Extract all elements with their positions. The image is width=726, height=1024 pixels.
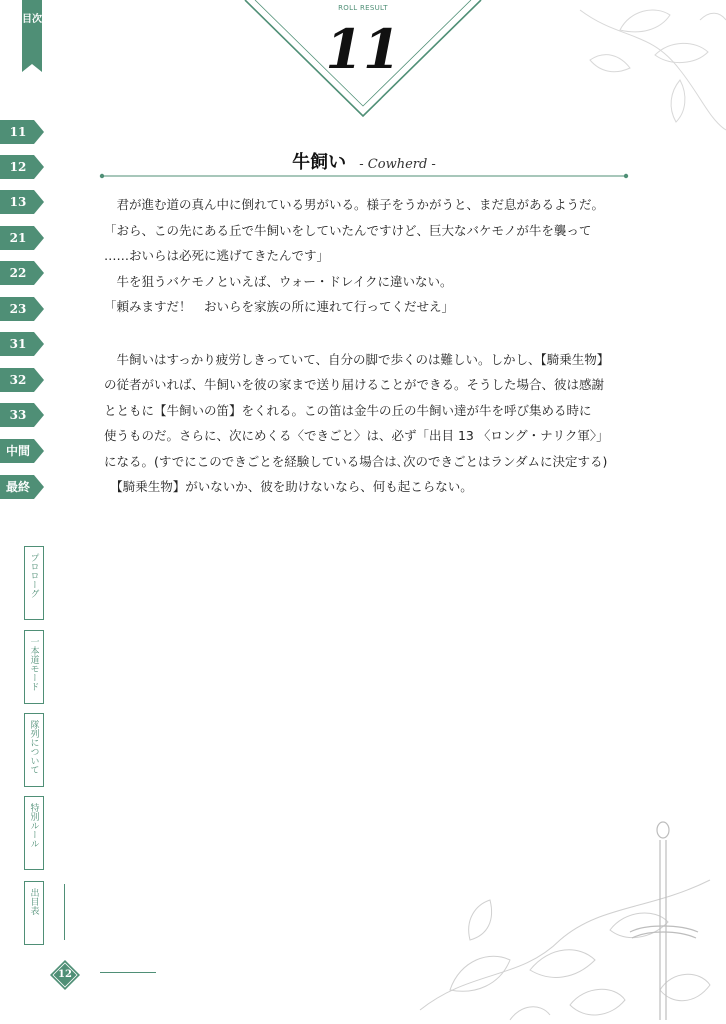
roll-result-number: 11 bbox=[325, 17, 401, 81]
section-title bbox=[100, 148, 628, 174]
body-line: 牛を狙うバケモノといえば、ウォー・ドレイクに違いない。 bbox=[104, 273, 453, 289]
chapter-tab-12[interactable] bbox=[0, 155, 46, 179]
chapter-tab-label: 23 bbox=[9, 302, 27, 316]
botanical-illustration-bottom-right bbox=[410, 820, 726, 1024]
chapter-tab-label: 11 bbox=[9, 125, 27, 139]
chapter-tab-23[interactable] bbox=[0, 297, 46, 321]
body-line: 「頼みますだ！ おいらを家族の所に連れて行ってくだせえ」 bbox=[104, 299, 455, 314]
body-line: 「おら、この先にある丘で牛飼いをしていたんですけど、巨大なバケモノが牛を襲って bbox=[104, 222, 592, 238]
side-tab-special-rules[interactable] bbox=[24, 796, 44, 870]
chapter-tab-label: 中間 bbox=[5, 444, 30, 458]
body-line: になる。(すでにこのできごとを経験している場合は､次のできごとはランダムに決定する) bbox=[104, 453, 608, 469]
chapter-tab-label: 32 bbox=[9, 373, 27, 387]
body-text bbox=[104, 192, 634, 500]
side-tab-formation[interactable] bbox=[24, 713, 44, 787]
chapter-tab-21[interactable] bbox=[0, 226, 46, 250]
chapter-tab-final[interactable] bbox=[0, 475, 46, 499]
body-line: 【騎乗生物】がいないか、彼を助けないなら、何も起こらない。 bbox=[104, 479, 473, 494]
chapter-tab-label: 21 bbox=[9, 231, 27, 245]
chapter-tab-label: 最終 bbox=[5, 480, 30, 494]
body-line: ……おいらは必死に逃げてきたんです」 bbox=[104, 248, 330, 263]
side-rule-line bbox=[64, 884, 65, 940]
chapter-tab-22[interactable] bbox=[0, 261, 46, 285]
body-line: 君が進む道の真ん中に倒れている男がいる。様子をうかがうと、まだ息があるようだ。 bbox=[104, 197, 605, 212]
body-line: 牛飼いはすっかり疲労しきっていて、自分の脚で歩くのは難しい。しかし、【騎乗生物】 bbox=[104, 351, 610, 367]
chapter-tab-label: 31 bbox=[9, 337, 27, 351]
side-tab-single-path-mode[interactable] bbox=[24, 630, 44, 704]
body-line: とともに【牛飼いの笛】をくれる。この笛は金牛の丘の牛飼い達が牛を呼び集める時に bbox=[104, 402, 592, 418]
toc-tab-label: 目次 bbox=[22, 14, 42, 25]
chapter-tab-label: 22 bbox=[9, 266, 27, 280]
title-english: - Cowherd - bbox=[359, 157, 436, 172]
page-number-badge bbox=[50, 960, 80, 990]
body-line: の従者がいれば、牛飼いを彼の家まで送り届けることができる。そうした場合、彼は感謝 bbox=[104, 377, 605, 392]
side-tab-label: 一本道モード bbox=[28, 637, 39, 691]
chapter-tab-midpoint[interactable] bbox=[0, 439, 46, 463]
side-tab-label: 特別ルール bbox=[28, 803, 39, 848]
roll-result-label: ROLL RESULT bbox=[338, 4, 388, 12]
side-tab-prologue[interactable] bbox=[24, 546, 44, 620]
chapter-tab-label: 13 bbox=[9, 195, 27, 209]
title-underline bbox=[98, 172, 630, 180]
chapter-tab-11[interactable] bbox=[0, 120, 46, 144]
chapter-tab-label: 12 bbox=[9, 160, 27, 174]
chapter-tab-32[interactable] bbox=[0, 368, 46, 392]
chapter-tab-33[interactable] bbox=[0, 403, 46, 427]
chapter-tab-31[interactable] bbox=[0, 332, 46, 356]
body-line: 使うものだ。さらに、次にめくる〈できごと〉は、必ず「出目 13 〈ロング・ナリク軍〉」 bbox=[104, 428, 609, 443]
side-tab-label: 出目表 bbox=[28, 888, 39, 915]
page-number: 12 bbox=[58, 969, 72, 980]
side-tab-label: プロローグ bbox=[28, 553, 39, 598]
page-number-rule bbox=[100, 972, 156, 973]
chapter-tab-label: 33 bbox=[9, 408, 27, 422]
chapter-tab-13[interactable] bbox=[0, 190, 46, 214]
side-tab-roll-table[interactable] bbox=[24, 881, 44, 945]
side-tab-label: 隊列について bbox=[28, 720, 39, 774]
title-japanese: 牛飼い bbox=[292, 152, 347, 173]
paragraph-gap bbox=[104, 320, 634, 347]
